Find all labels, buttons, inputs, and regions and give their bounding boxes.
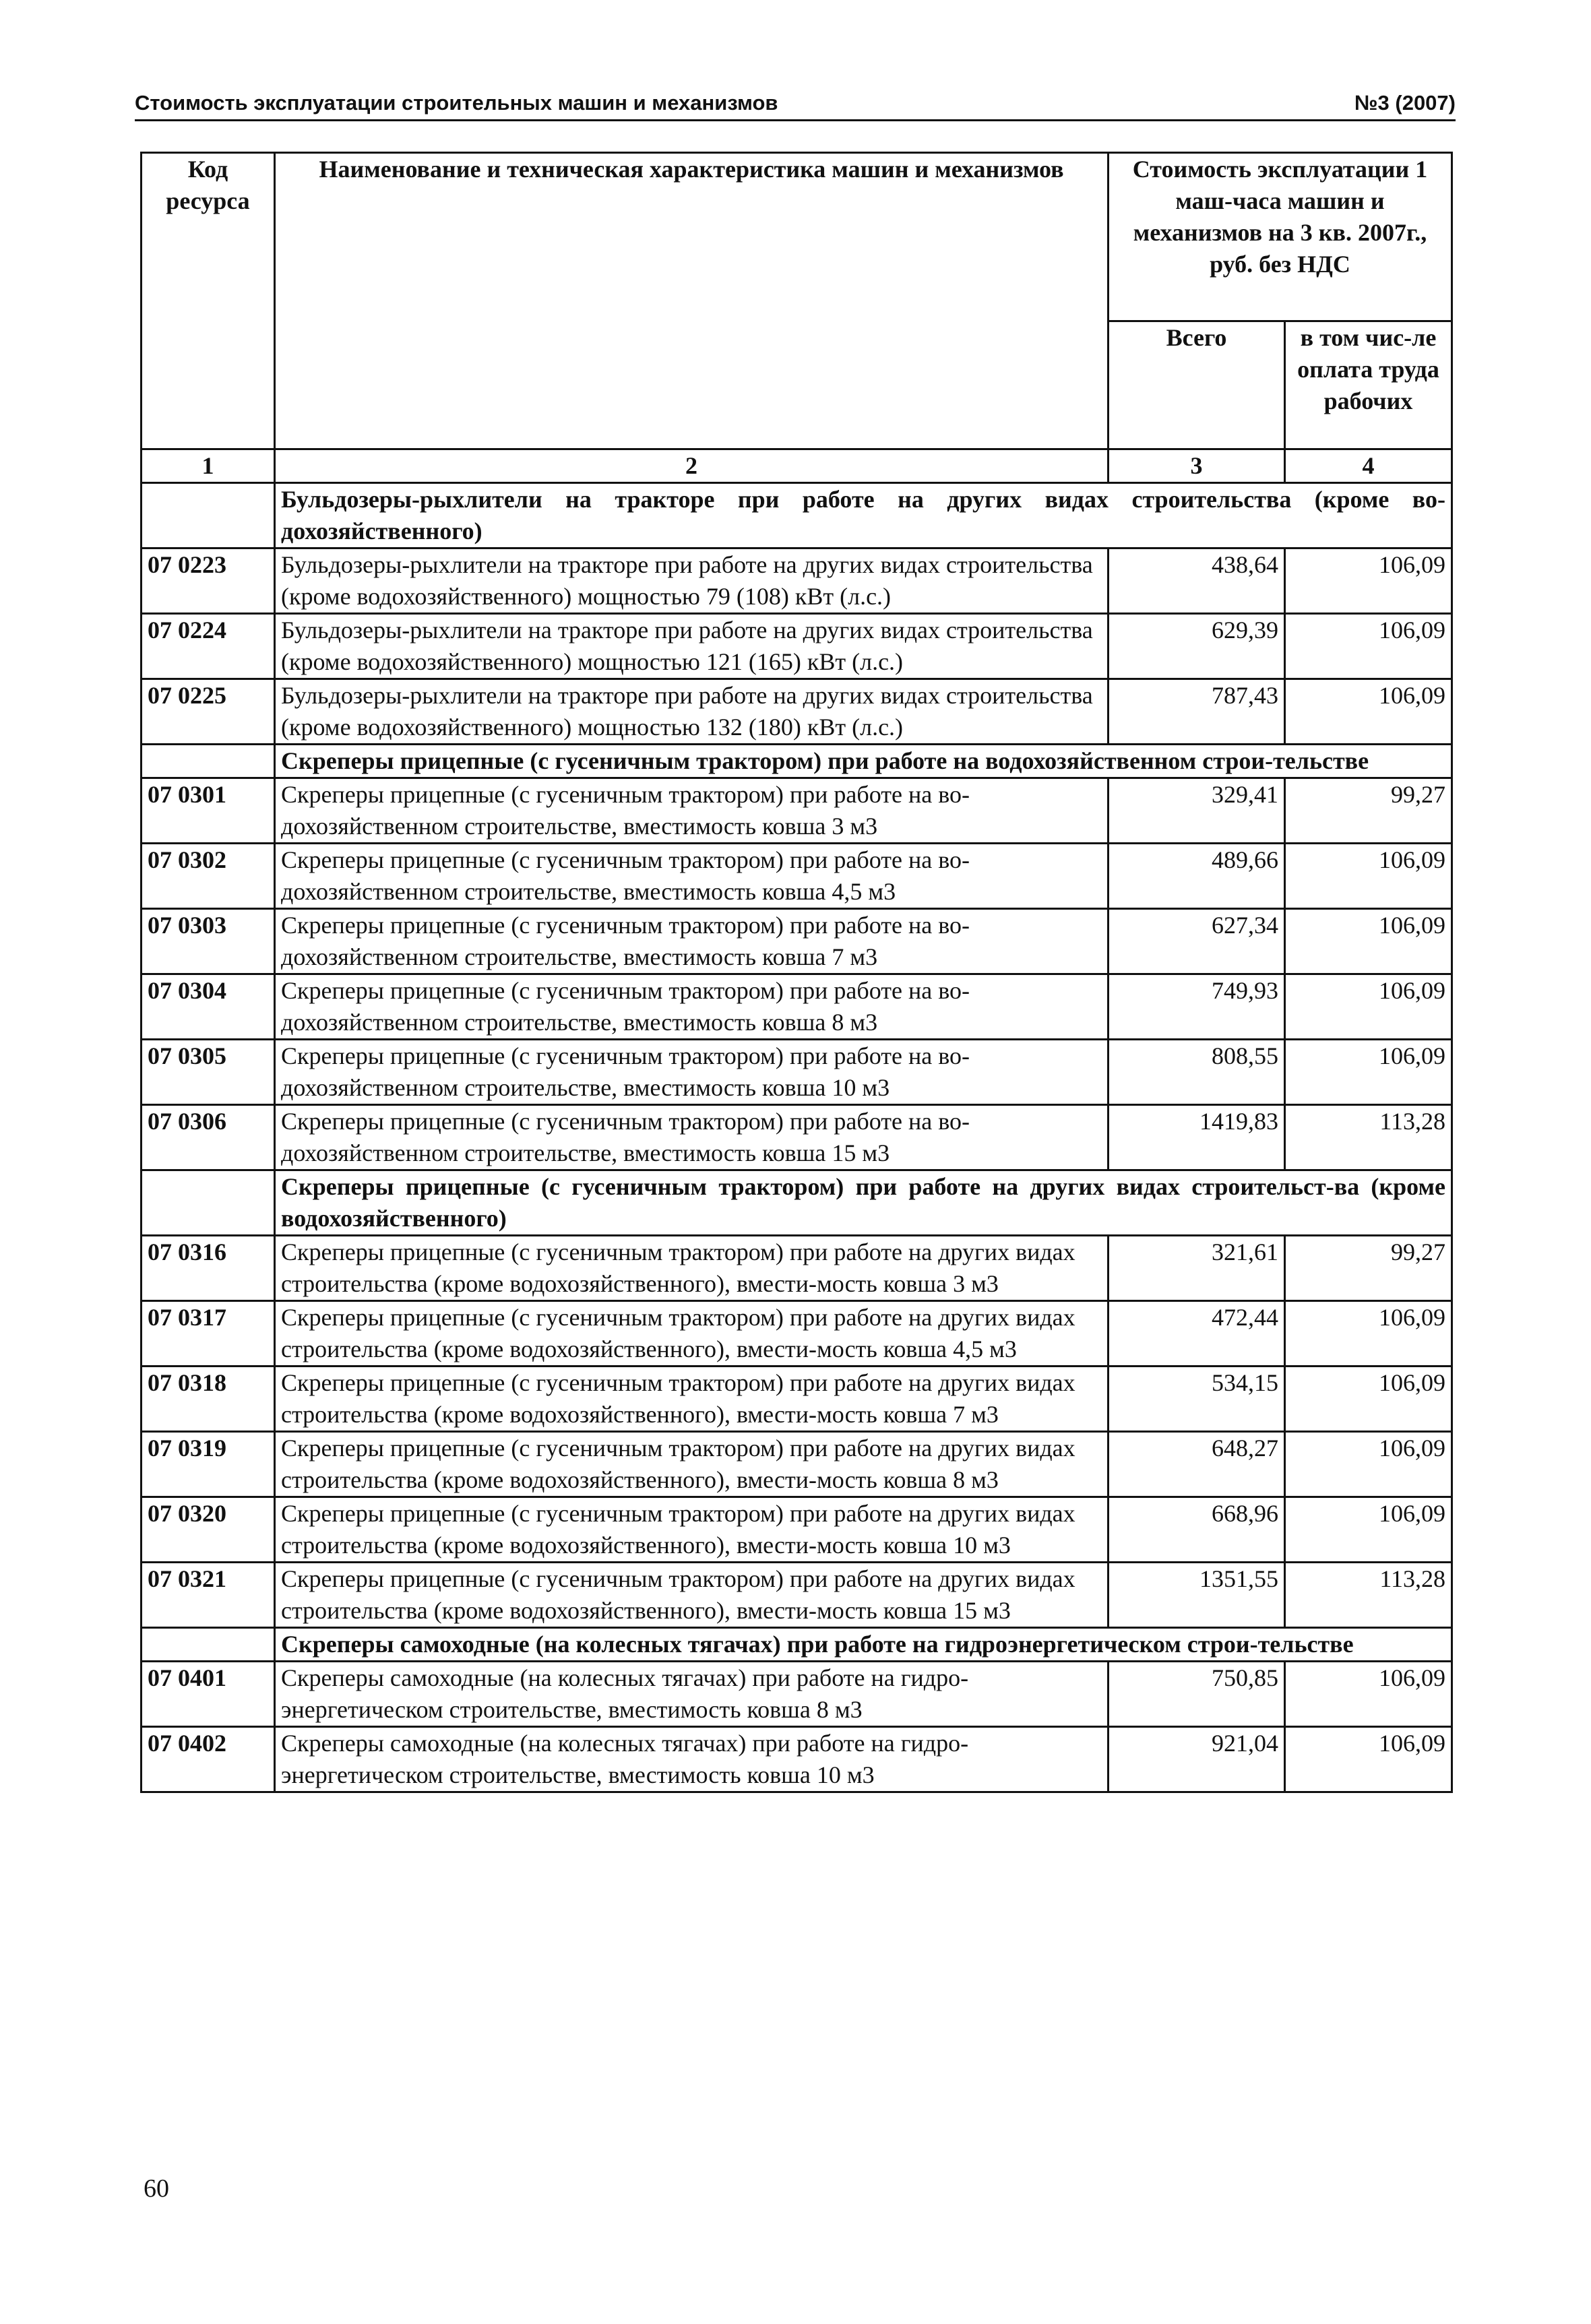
section-code-cell [142, 745, 275, 778]
table-row [142, 1105, 1452, 1170]
running-header-title: Стоимость эксплуатации строительных машин и механизмов [135, 91, 778, 115]
machine-name: Скреперы прицепные (с гусеничным трактором) при работе на во-дохозяйственном строительстве, вместимость ковша 4,5 м3 [275, 844, 1109, 909]
resource-code: 07 0305 [142, 1040, 275, 1105]
cost-labor: 106,09 [1285, 1301, 1452, 1367]
machine-name: Скреперы прицепные (с гусеничным трактором) при работе на других видах строительства (кроме водохозяйственного), вмести-мость ковша 7 м3 [275, 1367, 1109, 1432]
section-code-cell [142, 483, 275, 548]
cost-total: 750,85 [1109, 1662, 1285, 1727]
cost-labor: 106,09 [1285, 548, 1452, 614]
cost-total: 787,43 [1109, 679, 1285, 745]
table-row [142, 1432, 1452, 1497]
section-row [142, 745, 1452, 778]
cost-total: 438,64 [1109, 548, 1285, 614]
section-row [142, 1170, 1452, 1236]
cost-total: 668,96 [1109, 1497, 1285, 1563]
cost-total: 534,15 [1109, 1367, 1285, 1432]
machine-name: Бульдозеры-рыхлители на тракторе при работе на других видах строительства (кроме водохозяйственного) мощностью 121 (165) кВт (л.с.) [275, 614, 1109, 679]
resource-code: 07 0317 [142, 1301, 275, 1367]
resource-code: 07 0301 [142, 778, 275, 844]
resource-code: 07 0401 [142, 1662, 275, 1727]
cost-labor: 106,09 [1285, 1727, 1452, 1792]
cost-total: 629,39 [1109, 614, 1285, 679]
cost-total: 749,93 [1109, 974, 1285, 1040]
table-row [142, 909, 1452, 974]
column-number: 2 [275, 449, 1109, 483]
header-rule [135, 119, 1456, 121]
resource-code: 07 0319 [142, 1432, 275, 1497]
resource-code: 07 0320 [142, 1497, 275, 1563]
resource-code: 07 0303 [142, 909, 275, 974]
cost-total: 648,27 [1109, 1432, 1285, 1497]
resource-code: 07 0302 [142, 844, 275, 909]
resource-code: 07 0316 [142, 1236, 275, 1301]
machine-name: Скреперы прицепные (с гусеничным трактором) при работе на во-дохозяйственном строительстве, вместимость ковша 3 м3 [275, 778, 1109, 844]
table-row [142, 844, 1452, 909]
cost-labor: 106,09 [1285, 1432, 1452, 1497]
cost-total: 472,44 [1109, 1301, 1285, 1367]
cost-labor: 106,09 [1285, 1497, 1452, 1563]
machine-name: Скреперы прицепные (с гусеничным трактором) при работе на других видах строительства (кроме водохозяйственного), вмести-мость ковша 10 м3 [275, 1497, 1109, 1563]
table-row [142, 778, 1452, 844]
table-row [142, 614, 1452, 679]
table-header [142, 153, 1452, 483]
resource-code: 07 0318 [142, 1367, 275, 1432]
table-row [142, 1367, 1452, 1432]
cost-total: 321,61 [1109, 1236, 1285, 1301]
machine-name: Скреперы прицепные (с гусеничным трактором) при работе на во-дохозяйственном строительстве, вместимость ковша 7 м3 [275, 909, 1109, 974]
table-row [142, 974, 1452, 1040]
section-row [142, 1628, 1452, 1662]
section-row [142, 483, 1452, 548]
cost-labor: 106,09 [1285, 1662, 1452, 1727]
cost-labor: 113,28 [1285, 1563, 1452, 1628]
section-title: Скреперы прицепные (с гусеничным трактором) при работе на водохозяйственном строи-тельстве [275, 745, 1452, 778]
table-body [142, 483, 1452, 1792]
header-labor: в том чис-ле оплата труда рабочих [1285, 321, 1452, 449]
cost-total: 808,55 [1109, 1040, 1285, 1105]
table-row [142, 1236, 1452, 1301]
section-title: Скреперы самоходные (на колесных тягачах) при работе на гидроэнергетическом строи-тельстве [275, 1628, 1452, 1662]
resource-code: 07 0223 [142, 548, 275, 614]
cost-labor: 106,09 [1285, 974, 1452, 1040]
cost-table [140, 152, 1453, 1793]
machine-name: Скреперы прицепные (с гусеничным трактором) при работе на во-дохозяйственном строительстве, вместимость ковша 8 м3 [275, 974, 1109, 1040]
header-code: Код ресурса [142, 153, 275, 449]
cost-total: 1419,83 [1109, 1105, 1285, 1170]
header-cost: Стоимость эксплуатации 1 маш-часа машин и механизмов на 3 кв. 2007г., руб. без НДС [1109, 153, 1452, 321]
cost-total: 921,04 [1109, 1727, 1285, 1792]
machine-name: Скреперы прицепные (с гусеничным трактором) при работе на во-дохозяйственном строительстве, вместимость ковша 10 м3 [275, 1040, 1109, 1105]
table-row [142, 1662, 1452, 1727]
cost-total: 627,34 [1109, 909, 1285, 974]
machine-name: Скреперы прицепные (с гусеничным трактором) при работе на других видах строительства (кроме водохозяйственного), вмести-мость ковша 4,5 м3 [275, 1301, 1109, 1367]
resource-code: 07 0224 [142, 614, 275, 679]
cost-labor: 106,09 [1285, 1367, 1452, 1432]
running-header-issue: №3 (2007) [1354, 91, 1456, 115]
resource-code: 07 0306 [142, 1105, 275, 1170]
machine-name: Бульдозеры-рыхлители на тракторе при работе на других видах строительства (кроме водохозяйственного) мощностью 79 (108) кВт (л.с.) [275, 548, 1109, 614]
column-number: 3 [1109, 449, 1285, 483]
cost-total: 329,41 [1109, 778, 1285, 844]
cost-labor: 113,28 [1285, 1105, 1452, 1170]
machine-name: Скреперы прицепные (с гусеничным трактором) при работе на других видах строительства (кроме водохозяйственного), вмести-мость ковша 8 м3 [275, 1432, 1109, 1497]
cost-labor: 106,09 [1285, 909, 1452, 974]
machine-name: Скреперы самоходные (на колесных тягачах) при работе на гидро-энергетическом строительстве, вместимость ковша 8 м3 [275, 1662, 1109, 1727]
cost-total: 1351,55 [1109, 1563, 1285, 1628]
table-row [142, 1497, 1452, 1563]
resource-code: 07 0304 [142, 974, 275, 1040]
section-code-cell [142, 1628, 275, 1662]
header-name: Наименование и техническая характеристика машин и механизмов [275, 153, 1109, 449]
cost-labor: 106,09 [1285, 1040, 1452, 1105]
table-row [142, 1040, 1452, 1105]
machine-name: Скреперы прицепные (с гусеничным трактором) при работе на других видах строительства (кроме водохозяйственного), вмести-мость ковша 3 м3 [275, 1236, 1109, 1301]
resource-code: 07 0402 [142, 1727, 275, 1792]
section-code-cell [142, 1170, 275, 1236]
table-row [142, 679, 1452, 745]
table-row [142, 1301, 1452, 1367]
machine-name: Скреперы прицепные (с гусеничным трактором) при работе на во-дохозяйственном строительстве, вместимость ковша 15 м3 [275, 1105, 1109, 1170]
machine-name: Бульдозеры-рыхлители на тракторе при работе на других видах строительства (кроме водохозяйственного) мощностью 132 (180) кВт (л.с.) [275, 679, 1109, 745]
table-row [142, 548, 1452, 614]
section-title: Скреперы прицепные (с гусеничным трактором) при работе на других видах строительст-ва (кроме водохозяйственного) [275, 1170, 1452, 1236]
section-title: Бульдозеры-рыхлители на тракторе при работе на других видах строительства (кроме во-дохозяйственного) [275, 483, 1452, 548]
cost-labor: 106,09 [1285, 844, 1452, 909]
table-row [142, 1563, 1452, 1628]
page-number: 60 [144, 2174, 169, 2203]
machine-name: Скреперы прицепные (с гусеничным трактором) при работе на других видах строительства (кроме водохозяйственного), вмести-мость ковша 15 м3 [275, 1563, 1109, 1628]
cost-labor: 99,27 [1285, 778, 1452, 844]
column-number: 1 [142, 449, 275, 483]
cost-labor: 99,27 [1285, 1236, 1452, 1301]
table-row [142, 1727, 1452, 1792]
header-total: Всего [1109, 321, 1285, 449]
cost-labor: 106,09 [1285, 614, 1452, 679]
machine-name: Скреперы самоходные (на колесных тягачах) при работе на гидро-энергетическом строительстве, вместимость ковша 10 м3 [275, 1727, 1109, 1792]
resource-code: 07 0321 [142, 1563, 275, 1628]
resource-code: 07 0225 [142, 679, 275, 745]
column-number: 4 [1285, 449, 1452, 483]
running-header [135, 90, 1456, 116]
cost-labor: 106,09 [1285, 679, 1452, 745]
cost-total: 489,66 [1109, 844, 1285, 909]
